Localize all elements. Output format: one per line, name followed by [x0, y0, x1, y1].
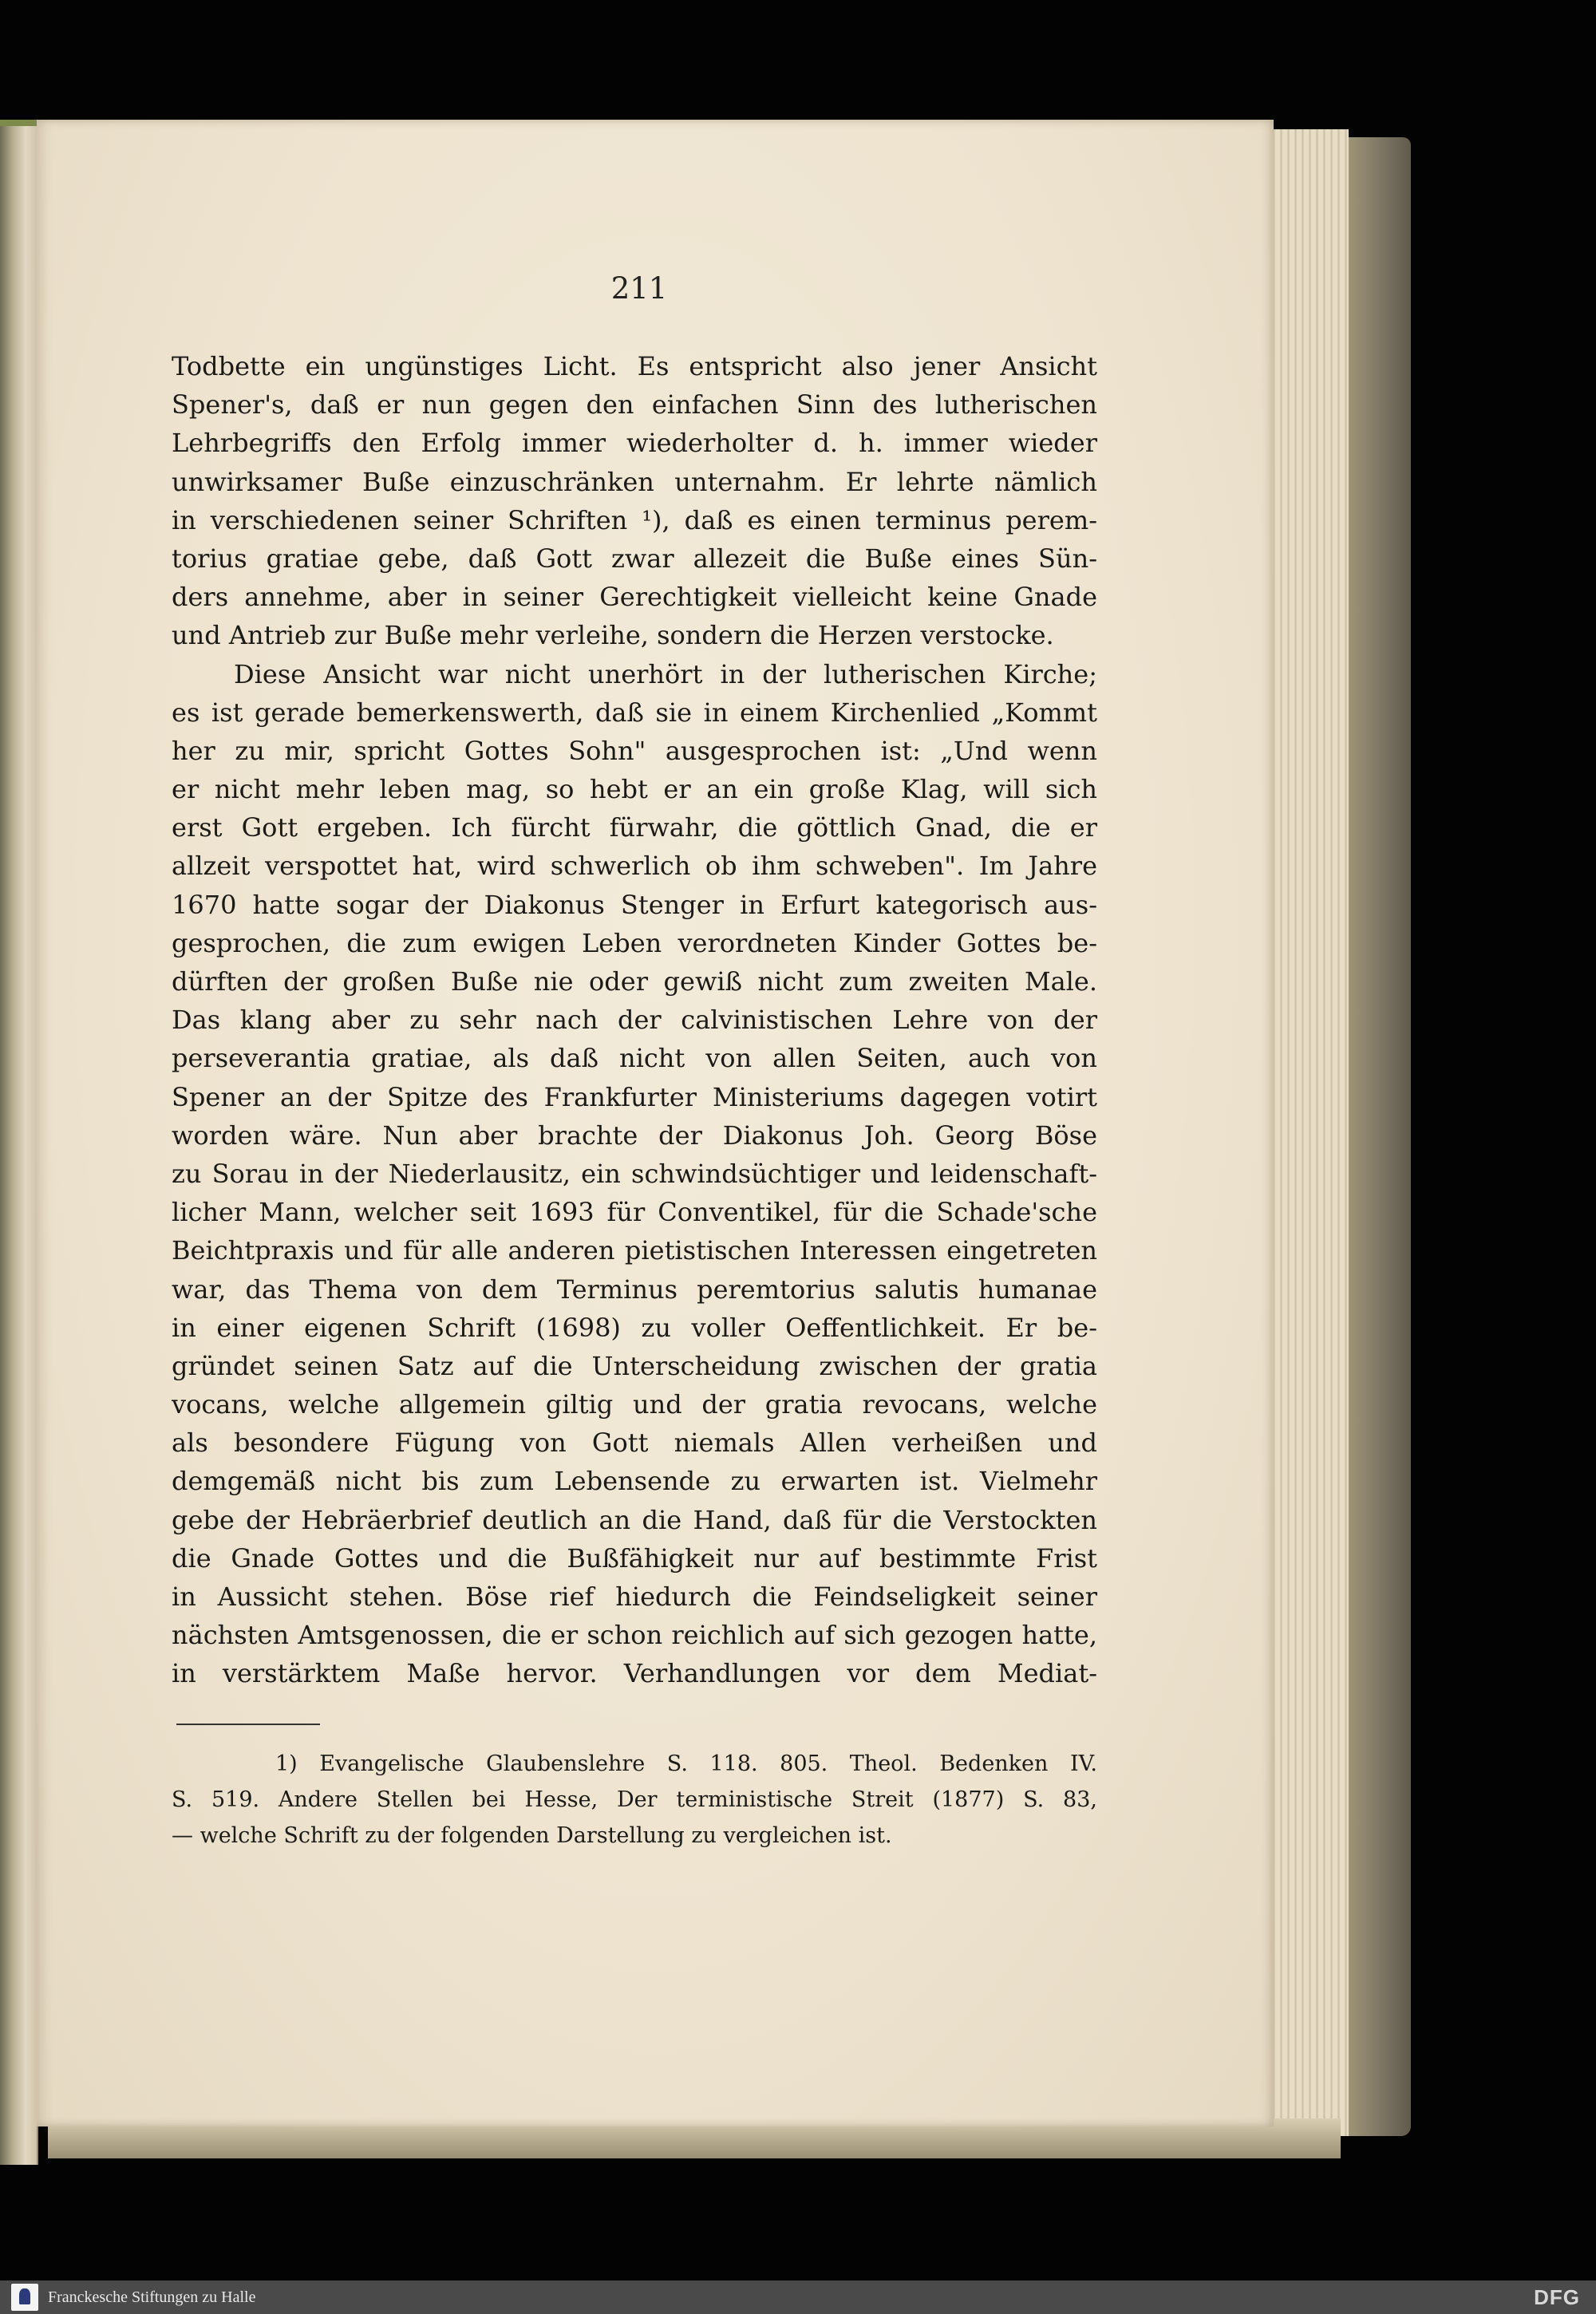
page-number: 211: [610, 271, 668, 306]
text-line: Todbette ein ungünstiges Licht. Es entspricht also jener Ansicht: [172, 351, 1097, 381]
text-line: vocans, welche allgemein giltig und der gratia revocans, welche: [172, 1389, 1097, 1420]
text-line: ders annehme, aber in seiner Gerechtigkeit vielleicht keine Gnade: [172, 582, 1097, 613]
text-line: nächsten Amtsgenossen, die er schon reichlich auf sich gezogen hatte,: [172, 1620, 1097, 1651]
text-line: gesprochen, die zum ewigen Leben verordneten Kinder Gottes be-: [172, 927, 1097, 958]
text-line: zu Sorau in der Niederlausitz, ein schwindsüchtiger und leidenschaft-: [172, 1158, 1097, 1189]
text-line: her zu mir, spricht Gottes Sohn" ausgesprochen ist: „Und wenn: [172, 735, 1097, 766]
text-line: licher Mann, welcher seit 1693 für Conventikel, für die Schade'sche: [172, 1197, 1097, 1228]
text-line: worden wäre. Nun aber brachte der Diakonus Joh. Georg Böse: [172, 1119, 1097, 1151]
text-line: die Gnade Gottes und die Bußfähigkeit nur auf bestimmte Frist: [172, 1542, 1097, 1574]
footnote-divider: [176, 1724, 320, 1725]
crest-icon: [19, 2288, 30, 2304]
footnote-line: 1) Evangelische Glaubenslehre S. 118. 805. Theol. Bedenken IV.: [275, 1751, 1097, 1776]
text-line: in verschiedenen seiner Schriften ¹), daß es einen terminus perem-: [172, 504, 1097, 535]
page-stack-edge: [1261, 129, 1349, 2136]
institution-label[interactable]: Franckesche Stiftungen zu Halle: [48, 2288, 256, 2306]
text-line: es ist gerade bemerkenswerth, daß sie in einem Kirchenlied „Kommt: [172, 697, 1097, 728]
text-line: und Antrieb zur Buße mehr verleihe, sondern die Herzen verstocke.: [172, 620, 1054, 651]
text-line: gründet seinen Satz auf die Unterscheidung zwischen der gratia: [172, 1350, 1097, 1381]
book-page: [37, 120, 1274, 2126]
text-line: perseverantia gratiae, als daß nicht von allen Seiten, auch von: [172, 1043, 1097, 1074]
viewer-footer: [0, 2280, 1596, 2314]
left-page-edge: [0, 126, 38, 2165]
text-line: torius gratiae gebe, daß Gott zwar allezeit die Buße eines Sün-: [172, 543, 1097, 574]
dfg-logo[interactable]: DFG: [1534, 2285, 1580, 2309]
footnotes: [172, 1746, 1097, 1854]
text-line: Lehrbegriffs den Erfolg immer wiederholter d. h. immer wieder: [172, 428, 1097, 459]
text-line: Beichtpraxis und für alle anderen pietistischen Interessen eingetreten: [172, 1235, 1097, 1266]
text-line: allzeit verspottet hat, wird schwerlich ob ihm schweben". Im Jahre: [172, 851, 1097, 882]
text-line: als besondere Fügung von Gott niemals Allen verheißen und: [172, 1427, 1097, 1459]
text-line: in einer eigenen Schrift (1698) zu voller Oeffentlichkeit. Er be-: [172, 1312, 1097, 1343]
text-line: erst Gott ergeben. Ich fürcht fürwahr, die göttlich Gnad, die er: [172, 812, 1097, 843]
text-line: war, das Thema von dem Terminus peremtorius salutis humanae: [172, 1273, 1097, 1305]
text-line: gebe der Hebräerbrief deutlich an die Hand, daß für die Verstockten: [172, 1504, 1097, 1535]
text-line: 1670 hatte sogar der Diakonus Stenger in Erfurt kategorisch aus-: [172, 889, 1097, 920]
text-line: in verstärktem Maße hervor. Verhandlungen vor dem Mediat-: [172, 1658, 1097, 1689]
text-line: unwirksamer Buße einzuschränken unternahm. Er lehrte nämlich: [172, 466, 1097, 497]
text-line: er nicht mehr leben mag, so hebt er an ein große Klag, will sich: [172, 774, 1097, 805]
text-line: Spener's, daß er nun gegen den einfachen Sinn des lutherischen: [172, 389, 1097, 421]
footnote-line: S. 519. Andere Stellen bei Hesse, Der terministische Streit (1877) S. 83,: [172, 1787, 1097, 1812]
text-line: Das klang aber zu sehr nach der calvinistischen Lehre von der: [172, 1005, 1097, 1036]
text-line: Diese Ansicht war nicht unerhört in der lutherischen Kirche;: [234, 658, 1097, 689]
text-line: dürften der großen Buße nie oder gewiß nicht zum zweiten Male.: [172, 966, 1097, 997]
text-line: demgemäß nicht bis zum Lebensende zu erwarten ist. Vielmehr: [172, 1466, 1097, 1497]
body-text: [172, 347, 1097, 1693]
footnote-line: — welche Schrift zu der folgenden Darstellung zu vergleichen ist.: [172, 1823, 892, 1848]
institution-logo-icon[interactable]: [11, 2284, 38, 2311]
text-line: in Aussicht stehen. Böse rief hiedurch die Feindseligkeit seiner: [172, 1581, 1097, 1612]
text-line: Spener an der Spitze des Frankfurter Ministeriums dagegen votirt: [172, 1081, 1097, 1112]
